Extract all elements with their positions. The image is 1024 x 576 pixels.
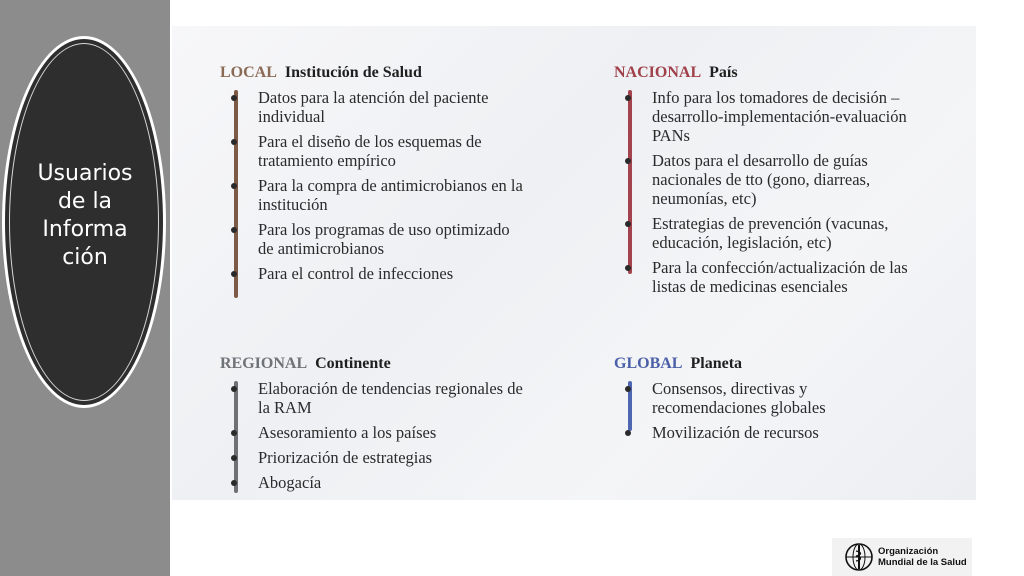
section-header [220,355,590,373]
item-line: individual [258,107,325,126]
item-line: Info para los tomadores de decisión – [652,88,900,107]
item-line: neumonías, etc) [652,189,757,208]
list-item [652,379,984,417]
section-level: REGIONAL [220,355,308,372]
slide-title-line: Usuarios [37,161,133,186]
slide-title-line: de la [57,189,113,214]
list-item [652,423,984,442]
section-items [234,379,590,492]
bullet-icon [625,95,631,101]
list-item [258,220,590,258]
item-line: Estrategias de prevención (vacunas, [652,214,889,233]
item-line: Movilización de recursos [652,423,819,442]
bullet-icon [625,430,631,436]
section-regional [220,355,590,498]
list-item [652,214,984,252]
bullet-icon [231,227,237,233]
item-line: Datos para el desarrollo de guías [652,151,868,170]
logo-line: Organización [878,546,939,557]
section-local [220,64,590,289]
logo-line: Mundial de la Salud [878,557,967,568]
list-item [258,448,590,467]
list-item [258,88,590,126]
item-line: la RAM [258,398,312,417]
item-line: Para la confección/actualización de las [652,258,908,277]
section-bar [234,381,238,493]
item-line: tratamiento empírico [258,151,396,170]
bullet-icon [231,139,237,145]
section-bar [234,90,238,298]
section-items [628,379,984,442]
bullet-icon [231,183,237,189]
item-line: listas de medicinas esenciales [652,277,848,296]
slide-title-line: Informa [42,217,128,242]
bullet-icon [625,386,631,392]
section-scope: País [709,64,738,81]
item-line: educación, legislación, etc) [652,233,832,252]
item-line: Para el diseño de los esquemas de [258,132,482,151]
item-line: Abogacía [258,473,322,492]
who-logo [832,538,972,576]
item-line: desarrollo-implementación-evaluación [652,107,907,126]
item-line: Para el control de infecciones [258,264,454,283]
item-line: Consensos, directivas y [652,379,808,398]
section-bar [628,90,632,274]
item-line: Datos para la atención del paciente [258,88,489,107]
item-line: nacionales de tto (gono, diarreas, [652,170,871,189]
list-item [652,258,984,296]
section-scope: Planeta [690,355,743,372]
item-line: recomendaciones globales [652,398,826,417]
section-global [614,355,984,448]
item-line: Elaboración de tendencias regionales de [258,379,523,398]
item-line: PANs [652,126,690,145]
slide-title [20,160,150,272]
bullet-icon [231,271,237,277]
bullet-icon [231,480,237,486]
item-line: de antimicrobianos [258,239,385,258]
section-scope: Continente [315,355,391,372]
section-items [234,88,590,283]
list-item [258,176,590,214]
item-line: Para la compra de antimicrobianos en la [258,176,523,195]
bullet-icon [231,95,237,101]
bullet-icon [231,430,237,436]
bullet-icon [625,221,631,227]
section-header [614,64,984,82]
item-line: Asesoramiento a los países [258,423,437,442]
bullet-icon [231,386,237,392]
bullet-icon [231,455,237,461]
list-item [258,423,590,442]
section-level: LOCAL [220,64,277,81]
list-item [258,132,590,170]
list-item [258,379,590,417]
who-emblem-icon [844,542,874,572]
list-item [258,264,590,283]
bullet-icon [625,265,631,271]
bullet-icon [625,158,631,164]
item-line: Priorización de estrategias [258,448,433,467]
section-level: NACIONAL [614,64,702,81]
slide-title-line: ción [62,245,108,270]
section-header [614,355,984,373]
section-nacional [614,64,984,302]
list-item [652,151,984,208]
section-level: GLOBAL [614,355,683,372]
section-scope: Institución de Salud [284,64,422,81]
item-line: Para los programas de uso optimizado [258,220,510,239]
list-item [652,88,984,145]
section-items [628,88,984,296]
list-item [258,473,590,492]
item-line: institución [258,195,328,214]
section-header [220,64,590,82]
who-logo-text [878,546,967,568]
